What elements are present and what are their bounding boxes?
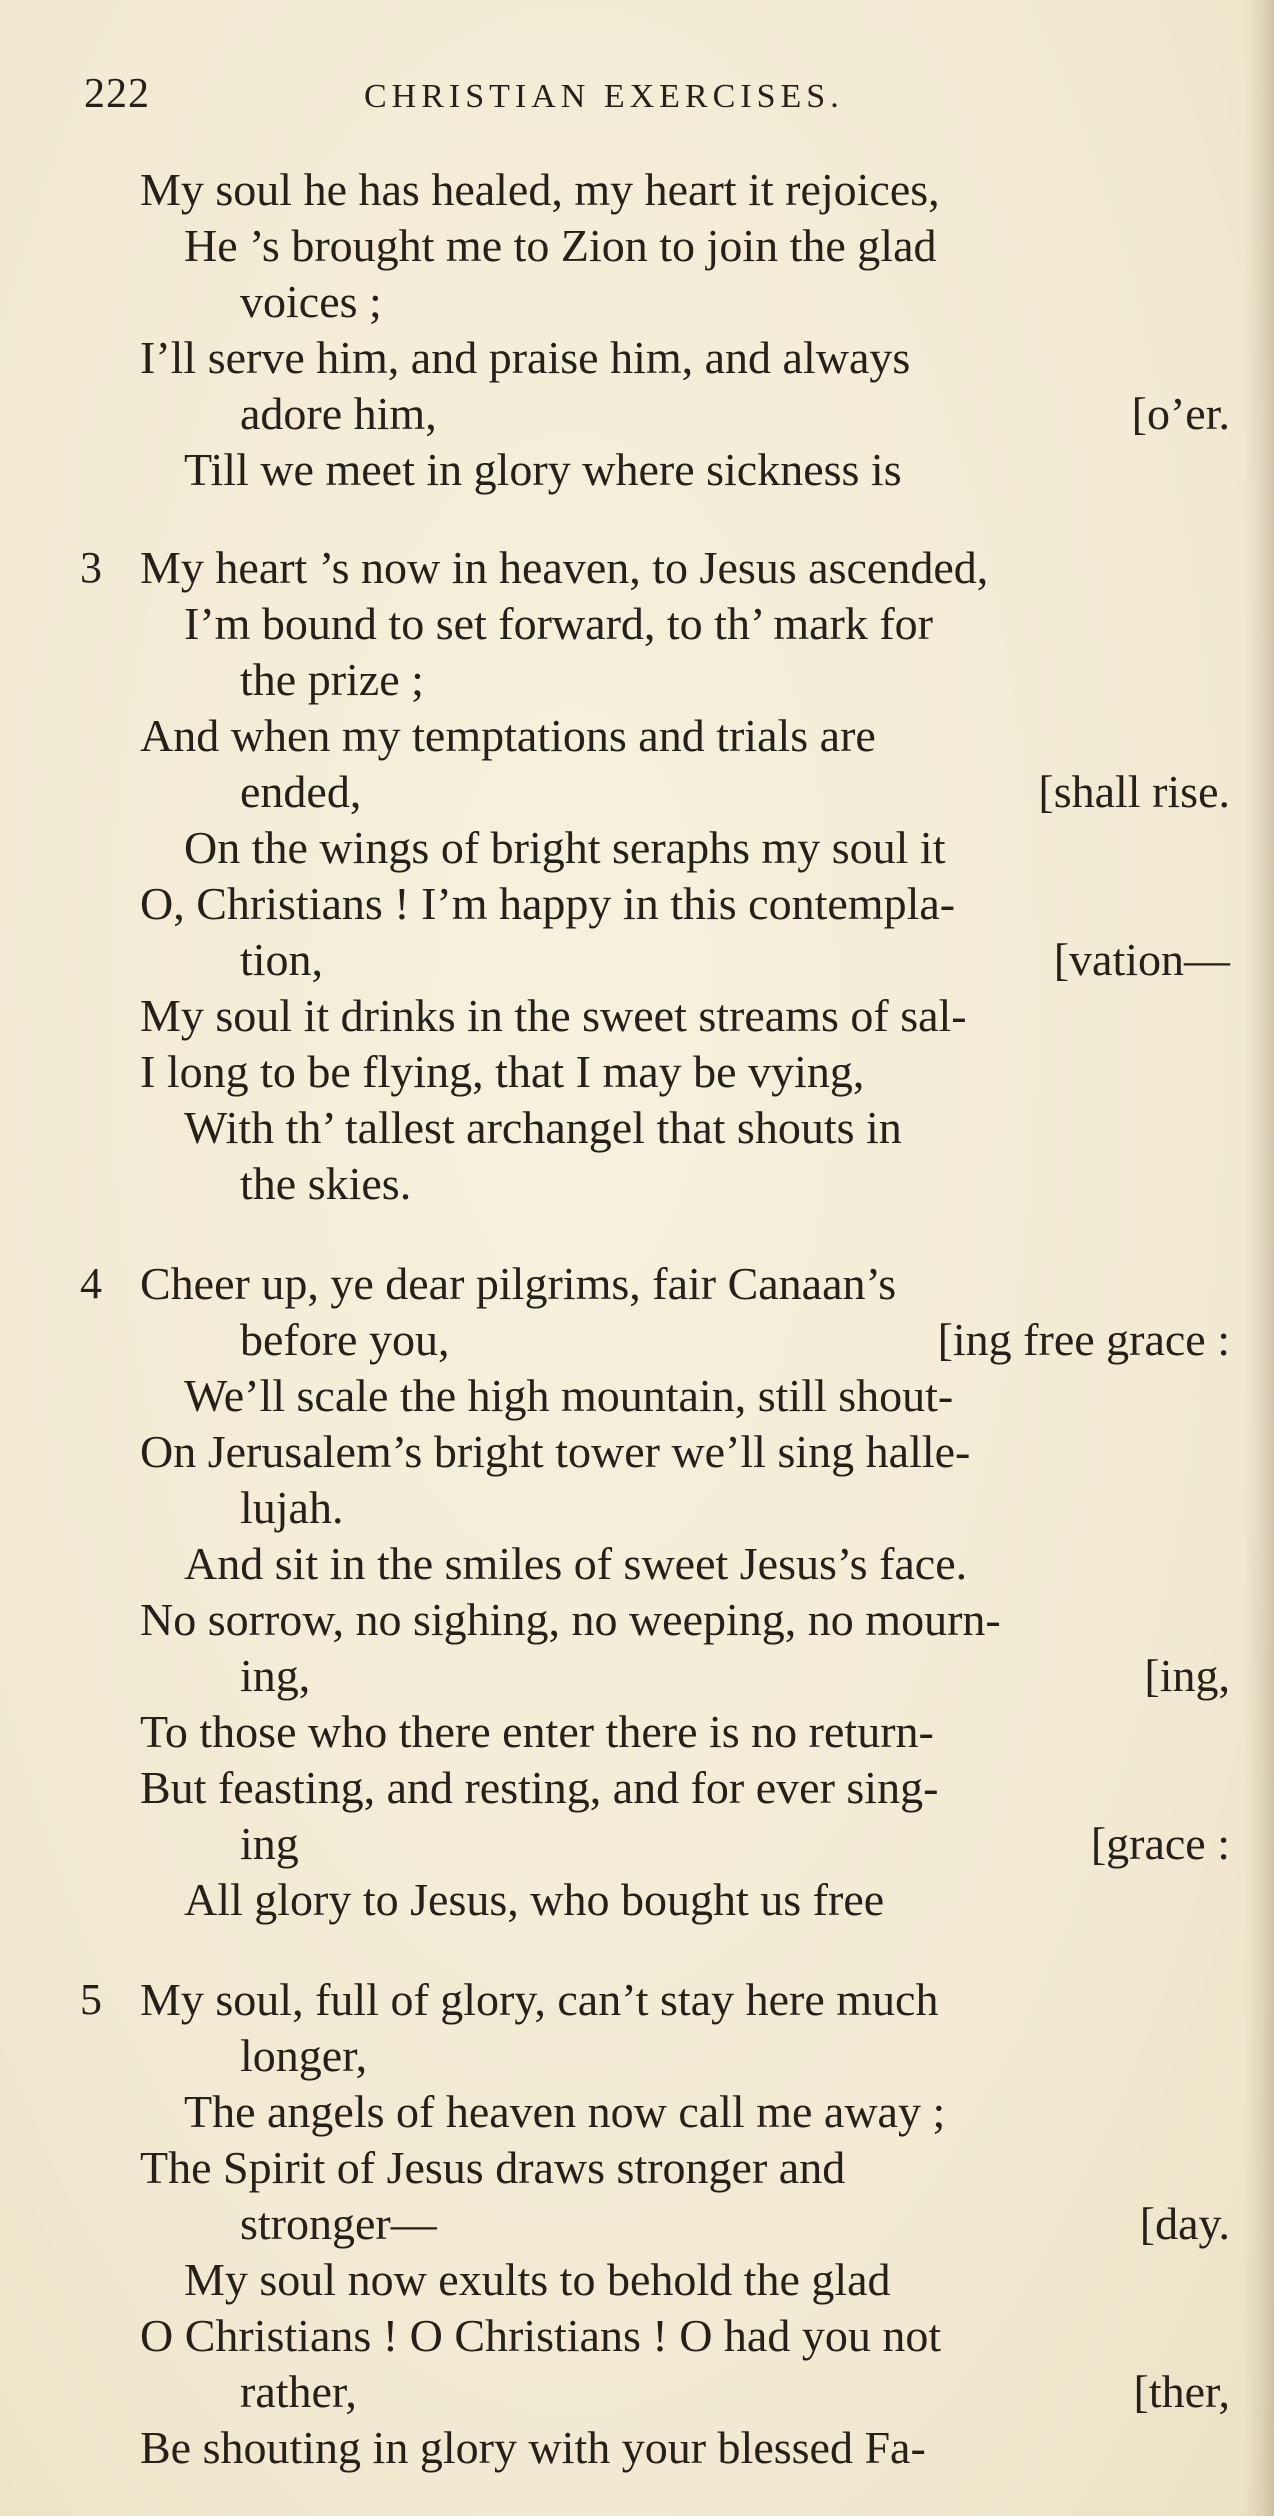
verse-line: ended,	[240, 766, 362, 817]
verse-line: My heart ’s now in heaven, to Jesus ascended,	[140, 542, 989, 593]
verse-line: voices ;	[240, 276, 382, 327]
verse-line: ing	[240, 1818, 299, 1869]
verse-line: My soul now exults to behold the glad	[184, 2254, 891, 2305]
verse-line: adore him,	[240, 388, 437, 439]
verse-line: Cheer up, ye dear pilgrims, fair Canaan’s	[140, 1258, 897, 1309]
stanza-number: 4	[80, 1259, 102, 1308]
verse-line: tion,	[240, 934, 324, 985]
verse-line-pair	[240, 1312, 1230, 1368]
stanza-number: 5	[80, 1975, 102, 2024]
verse-line: I long to be flying, that I may be vying,	[140, 1046, 865, 1097]
verse-line: We’ll scale the high mountain, still shout-	[184, 1370, 954, 1421]
verse-line-pair	[240, 1648, 1230, 1704]
verse-line: lujah.	[240, 1482, 344, 1533]
verse-line: Till we meet in glory where sickness is	[184, 444, 902, 495]
verse-line: O, Christians ! I’m happy in this contempla-	[140, 878, 956, 929]
verse-line: I’m bound to set forward, to th’ mark for	[184, 598, 934, 649]
verse-line-pair	[240, 1816, 1230, 1872]
verse-line-pair	[240, 386, 1230, 442]
verse-line: The angels of heaven now call me away ;	[184, 2086, 946, 2137]
verse-line: With th’ tallest archangel that shouts in	[184, 1102, 902, 1153]
verse-line: On Jerusalem’s bright tower we’ll sing halle-	[140, 1426, 971, 1477]
page-edge-shadow	[1244, 0, 1274, 2516]
verse-line-pair	[240, 764, 1230, 820]
page-number: 222	[84, 71, 150, 117]
turnover-fragment: [ing free grace :	[937, 1314, 1230, 1365]
verse-line: the prize ;	[240, 654, 424, 705]
running-title: CHRISTIAN EXERCISES.	[364, 78, 844, 115]
verse-line: rather,	[240, 2366, 357, 2417]
verse-line: All glory to Jesus, who bought us free	[184, 1874, 885, 1925]
turnover-fragment: [grace :	[1090, 1818, 1230, 1869]
turnover-fragment: [ing,	[1144, 1650, 1230, 1701]
verse-line: ing,	[240, 1650, 311, 1701]
turnover-fragment: [day.	[1139, 2198, 1230, 2249]
turnover-fragment: [shall rise.	[1038, 766, 1230, 817]
page-header	[84, 70, 1244, 130]
verse-line: And sit in the smiles of sweet Jesus’s face.	[184, 1538, 968, 1589]
verse-line-pair	[240, 2196, 1230, 2252]
verse-line: longer,	[240, 2030, 368, 2081]
verse-line: the skies.	[240, 1158, 412, 1209]
verse-line-pair	[240, 932, 1230, 988]
verse-line: My soul it drinks in the sweet streams of sal-	[140, 990, 967, 1041]
verse-line: To those who there enter there is no return-	[140, 1706, 934, 1757]
verse-line: He ’s brought me to Zion to join the glad	[184, 220, 937, 271]
verse-line: On the wings of bright seraphs my soul it	[184, 822, 946, 873]
verse-line: The Spirit of Jesus draws stronger and	[140, 2142, 846, 2193]
verse-line: O Christians ! O Christians ! O had you not	[140, 2310, 942, 2361]
verse-line-pair	[240, 2364, 1230, 2420]
verse-line: stronger—	[240, 2198, 437, 2249]
verse-line: But feasting, and resting, and for ever sing-	[140, 1762, 939, 1813]
turnover-fragment: [ther,	[1133, 2366, 1230, 2417]
verse-line: My soul, full of glory, can’t stay here much	[140, 1974, 939, 2025]
verse-line: No sorrow, no sighing, no weeping, no mourn-	[140, 1594, 1001, 1645]
verse-line: My soul he has healed, my heart it rejoices,	[140, 164, 940, 215]
verse-line: I’ll serve him, and praise him, and always	[140, 332, 911, 383]
turnover-fragment: [vation—	[1053, 934, 1230, 985]
verse-line: Be shouting in glory with your blessed Fa-	[140, 2422, 926, 2473]
stanza-number: 3	[80, 543, 102, 592]
verse-line: And when my temptations and trials are	[140, 710, 876, 761]
verse-line: before you,	[240, 1314, 450, 1365]
turnover-fragment: [o’er.	[1131, 388, 1230, 439]
